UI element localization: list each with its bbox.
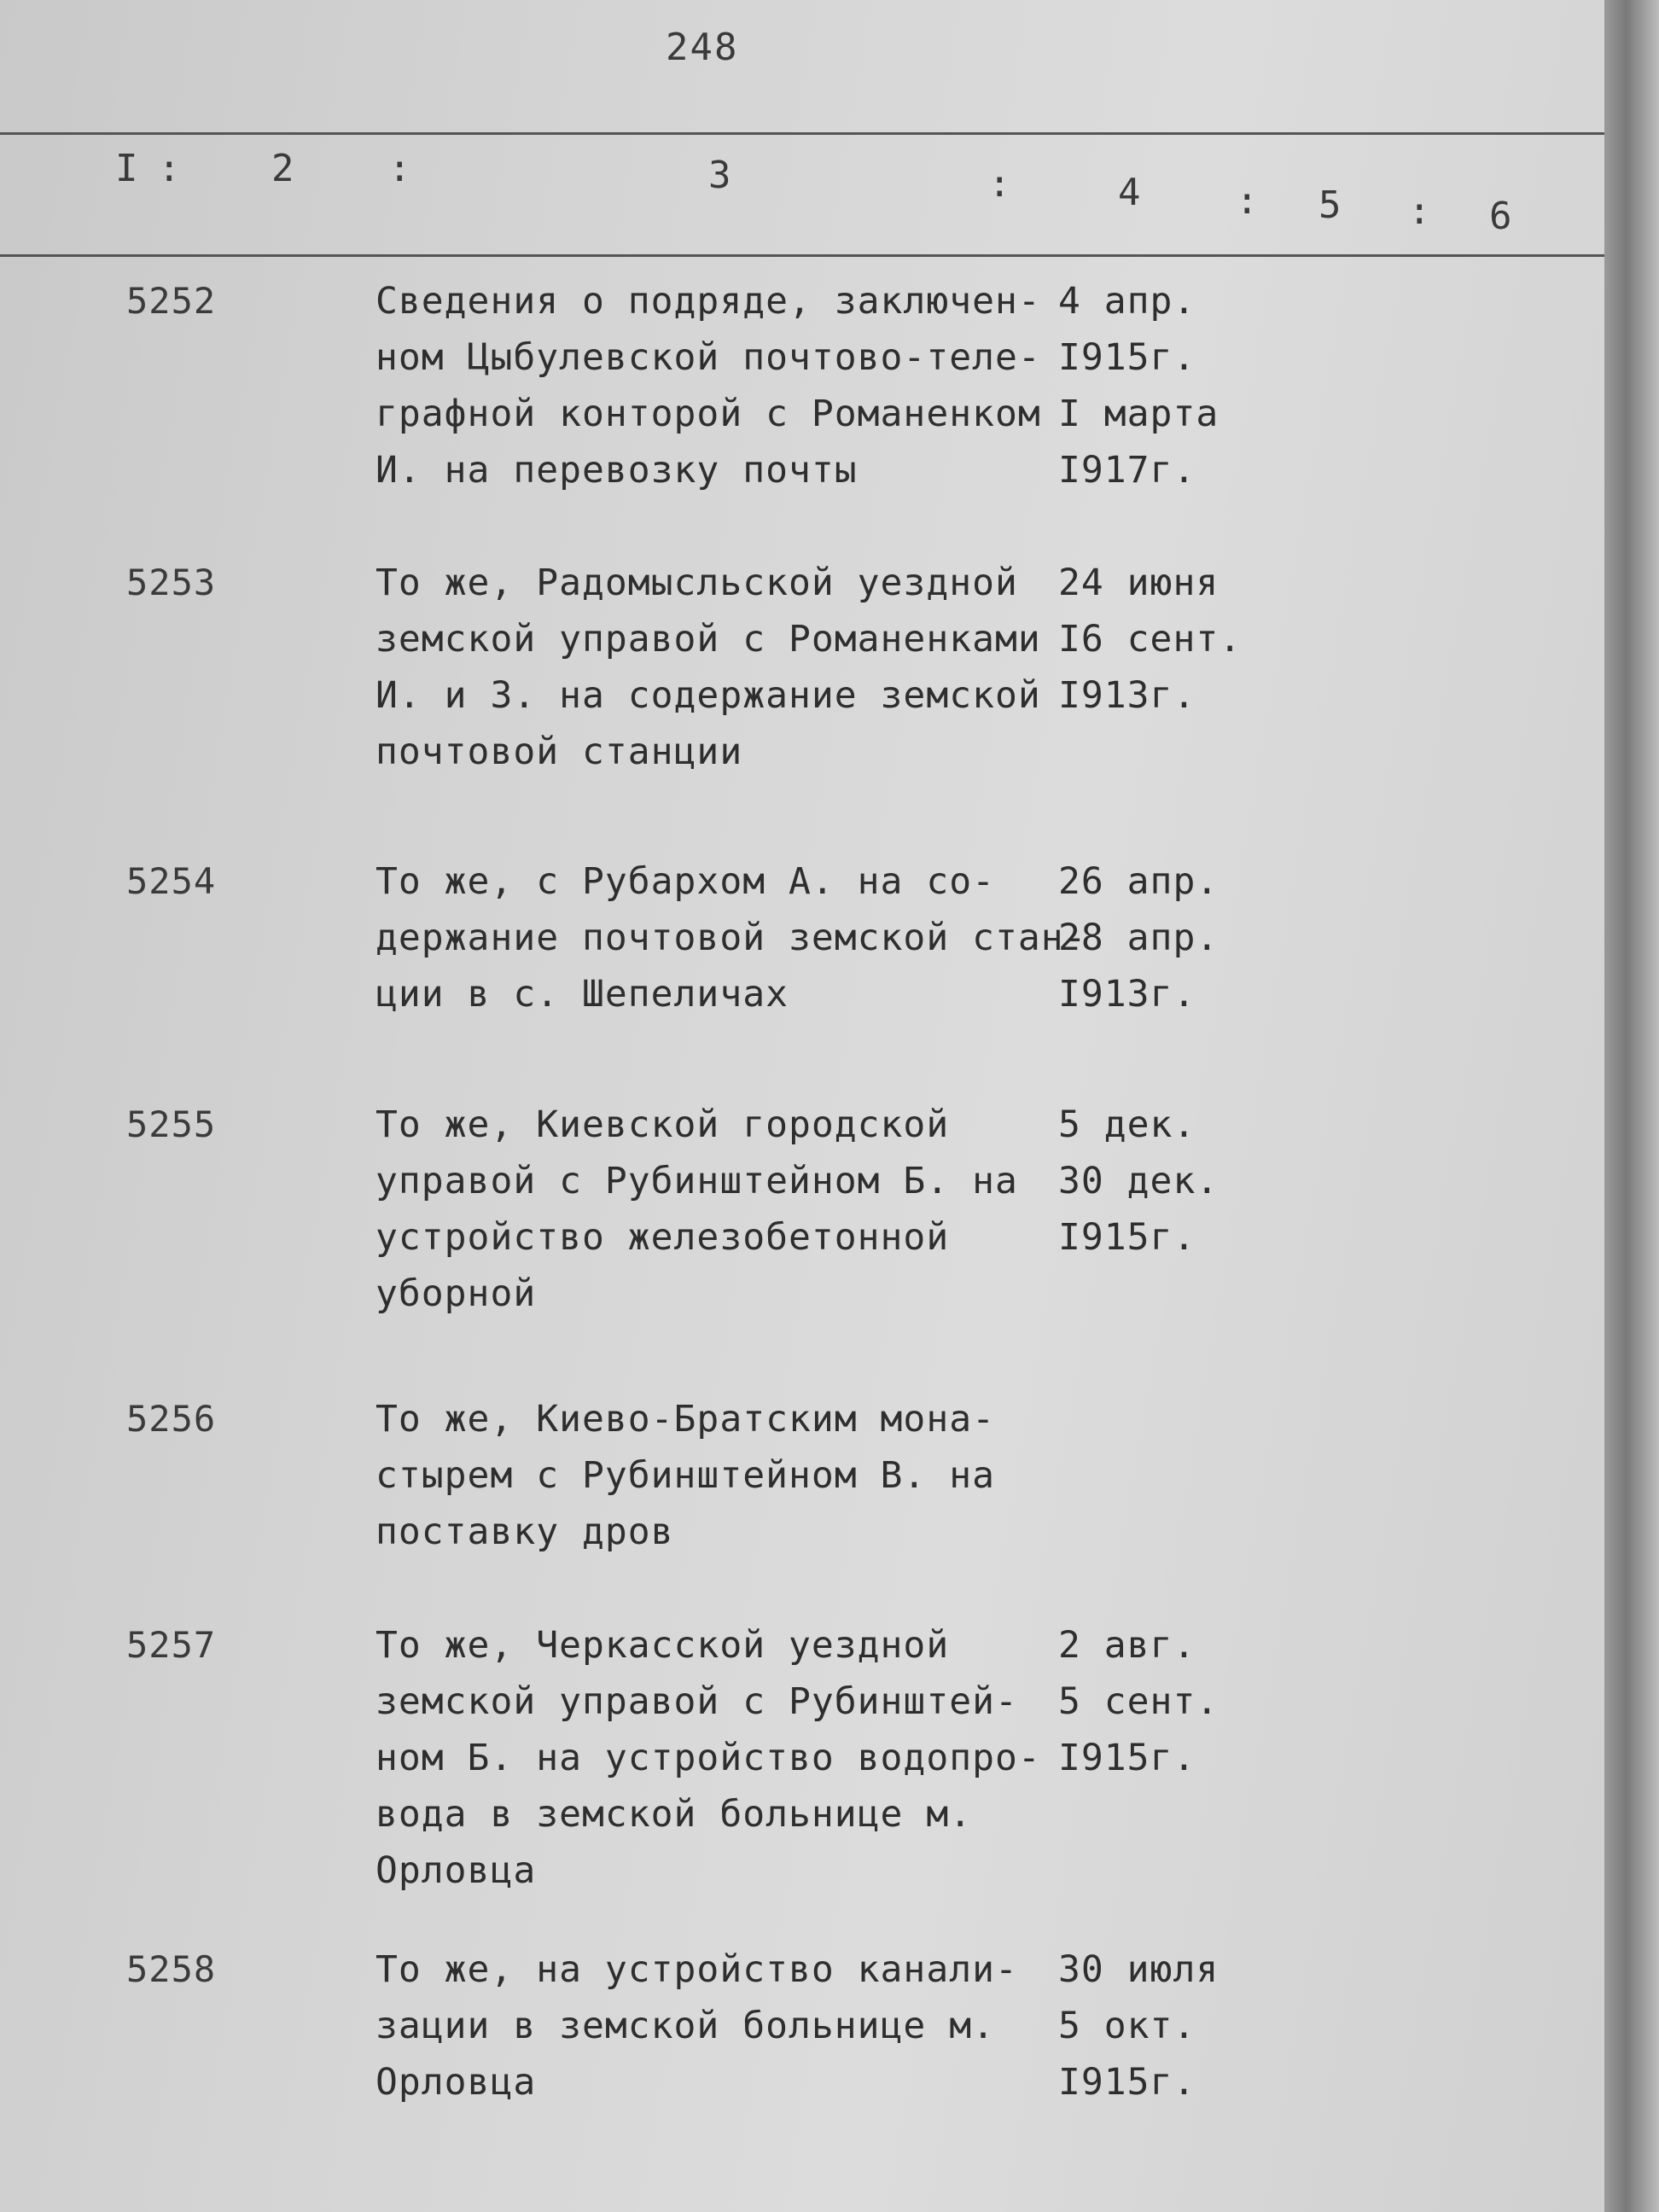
description-line: почтовой станции bbox=[375, 731, 743, 773]
date-line: I марта bbox=[1058, 393, 1220, 435]
description-line: То же, с Рубархом А. на со- bbox=[375, 860, 995, 903]
date-line: I915г. bbox=[1058, 336, 1196, 379]
date-line: 5 окт. bbox=[1058, 2005, 1196, 2047]
column-separator: : bbox=[1236, 179, 1259, 223]
description-line: графной конторой с Романенком bbox=[375, 393, 1041, 435]
entry-description bbox=[375, 1941, 1058, 2110]
column-header-4: 4 bbox=[1118, 171, 1141, 214]
date-line: I915г. bbox=[1058, 1216, 1196, 1259]
column-header-1: I bbox=[115, 147, 138, 190]
description-line: Орловца bbox=[375, 1849, 537, 1892]
entry-number: 5256 bbox=[126, 1398, 217, 1440]
description-line: То же, Радомысльской уездной bbox=[375, 562, 1018, 604]
description-line: Орловца bbox=[375, 2061, 537, 2104]
entry-number: 5253 bbox=[126, 562, 217, 603]
book-binding-shadow bbox=[1604, 0, 1659, 2212]
date-line: 5 дек. bbox=[1058, 1103, 1196, 1146]
date-line: 24 июня bbox=[1058, 562, 1220, 604]
entry-dates bbox=[1058, 273, 1314, 498]
entry-dates bbox=[1058, 1941, 1314, 2110]
entry-number: 5254 bbox=[126, 860, 217, 902]
entry-description bbox=[375, 273, 1058, 498]
description-line: И. на перевозку почты bbox=[375, 449, 858, 492]
column-separator: : bbox=[158, 147, 181, 190]
date-line: 2 авг. bbox=[1058, 1624, 1196, 1667]
description-line: земской управой с Рубинштей- bbox=[375, 1680, 1018, 1723]
column-header-6: 6 bbox=[1489, 195, 1512, 238]
description-line: ном Б. на устройство водопро- bbox=[375, 1737, 1041, 1779]
description-line: вода в земской больнице м. bbox=[375, 1793, 973, 1836]
description-line: уборной bbox=[375, 1272, 537, 1315]
entry-number: 5255 bbox=[126, 1103, 217, 1145]
column-header-3: 3 bbox=[708, 154, 731, 197]
column-header-2: 2 bbox=[271, 147, 294, 190]
date-line: 26 апр. bbox=[1058, 860, 1220, 903]
entry-number: 5257 bbox=[126, 1624, 217, 1666]
date-line: 5 сент. bbox=[1058, 1680, 1220, 1723]
entry-number: 5258 bbox=[126, 1948, 217, 1990]
description-line: То же, Киевской городской bbox=[375, 1103, 950, 1146]
header-rule-bottom bbox=[0, 254, 1604, 257]
description-line: И. и З. на содержание земской bbox=[375, 674, 1041, 717]
description-line: То же, на устройство канали- bbox=[375, 1948, 1018, 1991]
description-line: поставку дров bbox=[375, 1511, 674, 1553]
column-header-5: 5 bbox=[1318, 183, 1342, 227]
description-line: зации в земской больнице м. bbox=[375, 2005, 995, 2047]
description-line: ции в с. Шепеличах bbox=[375, 973, 789, 1016]
description-line: То же, Черкасской уездной bbox=[375, 1624, 950, 1667]
entry-description bbox=[375, 555, 1058, 780]
date-line: I913г. bbox=[1058, 973, 1196, 1016]
date-line: I917г. bbox=[1058, 449, 1196, 492]
entry-dates bbox=[1058, 1097, 1314, 1266]
description-line: стырем с Рубинштейном В. на bbox=[375, 1454, 995, 1497]
column-separator: : bbox=[388, 147, 411, 190]
entry-description bbox=[375, 853, 1087, 1022]
description-line: Сведения о подряде, заключен- bbox=[375, 280, 1041, 323]
date-line: 30 июля bbox=[1058, 1948, 1220, 1991]
date-line: 4 апр. bbox=[1058, 280, 1196, 323]
entry-description bbox=[375, 1097, 1058, 1322]
description-line: ном Цыбулевской почтово-теле- bbox=[375, 336, 1041, 379]
column-separator: : bbox=[1408, 189, 1431, 233]
date-line: 30 дек. bbox=[1058, 1160, 1220, 1202]
page-number: 248 bbox=[666, 26, 739, 69]
description-line: земской управой с Романенками bbox=[375, 618, 1041, 661]
date-line: I915г. bbox=[1058, 2061, 1196, 2104]
header-rule-top bbox=[0, 132, 1604, 135]
description-line: держание почтовой земской стан- bbox=[375, 917, 1087, 959]
date-line: I6 сент. bbox=[1058, 618, 1243, 661]
description-line: устройство железобетонной bbox=[375, 1216, 950, 1259]
description-line: управой с Рубинштейном Б. на bbox=[375, 1160, 1018, 1202]
description-line: То же, Киево-Братским мона- bbox=[375, 1398, 995, 1441]
entry-dates bbox=[1058, 853, 1314, 1022]
date-line: 28 апр. bbox=[1058, 917, 1220, 959]
entry-dates bbox=[1058, 1617, 1314, 1786]
entry-dates bbox=[1058, 555, 1314, 724]
entry-description bbox=[375, 1617, 1058, 1899]
entry-number: 5252 bbox=[126, 280, 217, 322]
date-line: I915г. bbox=[1058, 1737, 1196, 1779]
date-line: I913г. bbox=[1058, 674, 1196, 717]
column-separator: : bbox=[988, 162, 1011, 206]
entry-description bbox=[375, 1391, 1058, 1560]
